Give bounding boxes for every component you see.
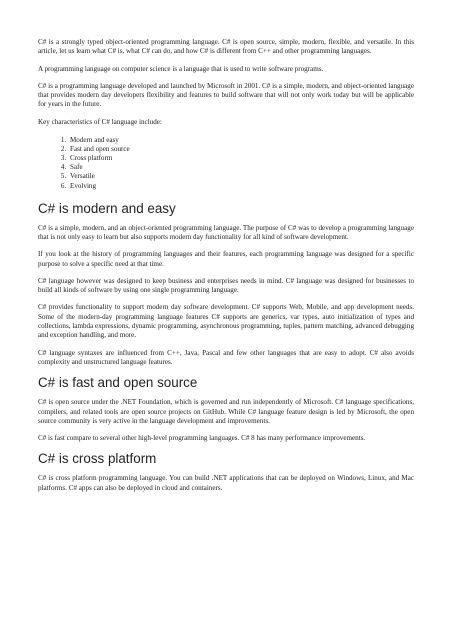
- modern-paragraph-3: C# language however was designed to keep business and enterprises needs in mind. C# language was designed for businesses to build all kinds of software by using one single programming language.: [38, 276, 414, 295]
- list-item: 1. Modern and easy: [68, 136, 414, 145]
- fast-paragraph-1: C# is open source under the .NET Foundation, which is governed and run independently of Microsoft. C# language specifications, compilers, and related tools are open source projects on GitHub. While C# language feature design is led by Microsoft, the open source community is very active in the language development and improvements.: [38, 398, 414, 425]
- cross-paragraph-1: C# is cross platform programming language. You can build .NET applications that can be deployed on Windows, Linux, and Mac platforms. C# apps can also be deployed in cloud and containers.: [38, 474, 414, 492]
- list-item: 6. Evolving: [68, 182, 414, 191]
- list-item: 4. Safe: [68, 163, 414, 172]
- list-item: 2. Fast and open source: [68, 145, 414, 154]
- intro-paragraph-2: A programming language on computer science is a language that is used to write software programs.: [38, 64, 324, 73]
- list-item: 3. Cross platform: [68, 154, 414, 163]
- intro-paragraph-3: C# is a programming language developed and launched by Microsoft in 2001. C# is a simple, modern, and object-oriented language that provides modern day developers flexibility and features to build software that will not only work today but will be applicable for years in the future.: [38, 81, 414, 109]
- modern-paragraph-2: If you look at the history of programming languages and their features, each programming language was designed for a specific purpose to solve a specific need at that time.: [38, 250, 414, 268]
- intro-paragraph-4: Key characteristics of C# language include:: [38, 117, 162, 126]
- intro-paragraph-1: C# is a strongly typed object-oriented programming language. C# is open source, simple, modern, flexible, and versatile. In this article, let us learn what C# is, what C# can do, and how C# is different from C++ and other programming languages.: [38, 38, 414, 56]
- modern-paragraph-1: C# is a simple, modern, and an object-oriented programming language. The purpose of C# was to develop a programming language that is not only easy to learn but also supports modern day functionality for all kind of software development.: [38, 223, 414, 241]
- fast-paragraph-2: C# is fast compare to several other high-level programming languages. C# 8 has many performance improvements.: [38, 434, 366, 443]
- modern-paragraph-4: C# provides functionality to support modern day software development. C# supports Web, Mobile, and app development needs. Some of the modern-day programming language features C# supports are generics, var types, auto initialization of types and collections, lambda expressions, dynamic programming, asynchronous programming, tuples, pattern matching, advanced debugging and exception handling, and more.: [38, 303, 414, 340]
- heading-fast-and-open-source: C# is fast and open source: [38, 375, 198, 391]
- heading-cross-platform: C# is cross platform: [38, 451, 157, 467]
- characteristics-list: [38, 136, 414, 191]
- list-item: 5. Versatile: [68, 172, 414, 181]
- modern-paragraph-5: C# language syntaxes are influenced from C++, Java, Pascal and few other languages that are easy to adopt. C# also avoids complexity and unstructured language features.: [38, 348, 414, 366]
- heading-modern-and-easy: C# is modern and easy: [38, 200, 176, 216]
